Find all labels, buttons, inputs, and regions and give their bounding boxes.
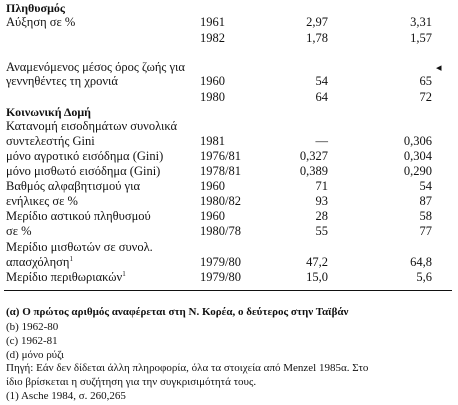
wage-share-label-1: Μερίδιο μισθωτών σε συνολ.: [6, 240, 153, 254]
urban-value-1b: 58: [419, 209, 432, 223]
gini-wage-year: 1978/81: [200, 164, 241, 178]
urban-label-2: σε %: [6, 224, 32, 238]
urban-year-1: 1960: [200, 209, 225, 223]
peripheral-value-b: 5,6: [416, 270, 432, 284]
growth-value-1a: 2,97: [306, 15, 328, 29]
literacy-value-2b: 87: [419, 194, 432, 208]
life-year-1: 1960: [200, 74, 225, 88]
peripheral-value-a: 15,0: [306, 270, 328, 284]
gini-wage-value-b: 0,290: [403, 164, 432, 178]
wage-share-footnote-mark: 1: [69, 254, 73, 263]
gini-total-label-1: Κατανομή εισοδημάτων συνολικά: [6, 119, 178, 133]
literacy-value-1a: 71: [315, 179, 328, 193]
urban-value-2b: 77: [419, 224, 432, 238]
gini-wage-value-a: 0,389: [299, 164, 328, 178]
growth-value-2b: 1,57: [410, 31, 432, 45]
gini-total-value-a: —: [315, 134, 328, 148]
life-value-2b: 72: [419, 90, 432, 104]
literacy-value-2a: 93: [315, 194, 328, 208]
peripheral-label: [6, 271, 126, 284]
urban-label-1: Μερίδιο αστικού πληθυσμού: [6, 209, 151, 223]
urban-year-2: 1980/78: [200, 224, 241, 238]
gini-total-year: 1981: [200, 134, 225, 148]
note-a: (α) Ο πρώτος αριθμός αναφέρεται στη Ν. Κορέα, ο δεύτερος στην Ταϊβάν: [6, 306, 349, 318]
peripheral-label-text: Μερίδιο περιθωριακών: [6, 270, 123, 284]
gini-wage-label: μόνο μισθωτό εισόδημα (Gini): [6, 164, 161, 178]
growth-value-2a: 1,78: [306, 31, 328, 45]
literacy-year-2: 1980/82: [200, 194, 241, 208]
scan-speck: ◂: [436, 62, 442, 74]
reference-1: (1) Asche 1984, σ. 260,265: [6, 390, 126, 402]
wage-share-year: 1979/80: [200, 255, 241, 269]
growth-year-2: 1982: [200, 31, 225, 45]
life-year-2: 1980: [200, 90, 225, 104]
note-b: (b) 1962-80: [6, 321, 59, 333]
wage-share-value-a: 47,2: [306, 255, 328, 269]
wage-share-value-b: 64,8: [410, 255, 432, 269]
note-d: (d) μόνο ρύζι: [6, 349, 64, 361]
gini-total-value-b: 0,306: [403, 134, 432, 148]
social-heading: Κοινωνική Δομή: [6, 105, 91, 119]
life-label-2: γεννηθέντες τη χρονιά: [6, 74, 118, 88]
source-line-2: ίδιο βρίσκεται η συζήτηση για την συγκρισιμότητά τους.: [6, 376, 257, 388]
growth-year-1: 1961: [200, 15, 225, 29]
peripheral-footnote-mark: 1: [122, 269, 126, 278]
life-value-1b: 65: [419, 74, 432, 88]
wage-share-label-2-text: απασχόληση: [6, 255, 70, 269]
peripheral-year: 1979/80: [200, 270, 241, 284]
population-heading: Πληθυσμός: [6, 1, 65, 15]
source-line-1: Πηγή: Εάν δεν δίδεται άλλη πληροφορία, όλα τα στοιχεία από Menzel 1985α. Στο: [6, 362, 369, 374]
note-c: (c) 1962-81: [6, 335, 58, 347]
gini-agri-label: μόνο αγροτικό εισόδημα (Gini): [6, 149, 164, 163]
gini-agri-year: 1976/81: [200, 149, 241, 163]
gini-agri-value-b: 0,304: [403, 149, 432, 163]
life-value-2a: 64: [315, 90, 328, 104]
urban-value-2a: 55: [315, 224, 328, 238]
literacy-label-1: Βαθμός αλφαβητισμού για: [6, 179, 140, 193]
growth-label: Αύξηση σε %: [6, 15, 76, 29]
growth-value-1b: 3,31: [410, 15, 432, 29]
life-label-1: Αναμενόμενος μέσος όρος ζωής για: [6, 60, 185, 74]
gini-agri-value-a: 0,327: [299, 149, 328, 163]
literacy-year-1: 1960: [200, 179, 225, 193]
wage-share-label-2: [6, 256, 73, 269]
gini-total-label-2: συντελεστής Gini: [6, 134, 95, 148]
table-bottom-rule: [4, 290, 452, 291]
urban-value-1a: 28: [315, 209, 328, 223]
literacy-label-2: ενήλικες σε %: [6, 194, 78, 208]
literacy-value-1b: 54: [419, 179, 432, 193]
life-value-1a: 54: [315, 74, 328, 88]
